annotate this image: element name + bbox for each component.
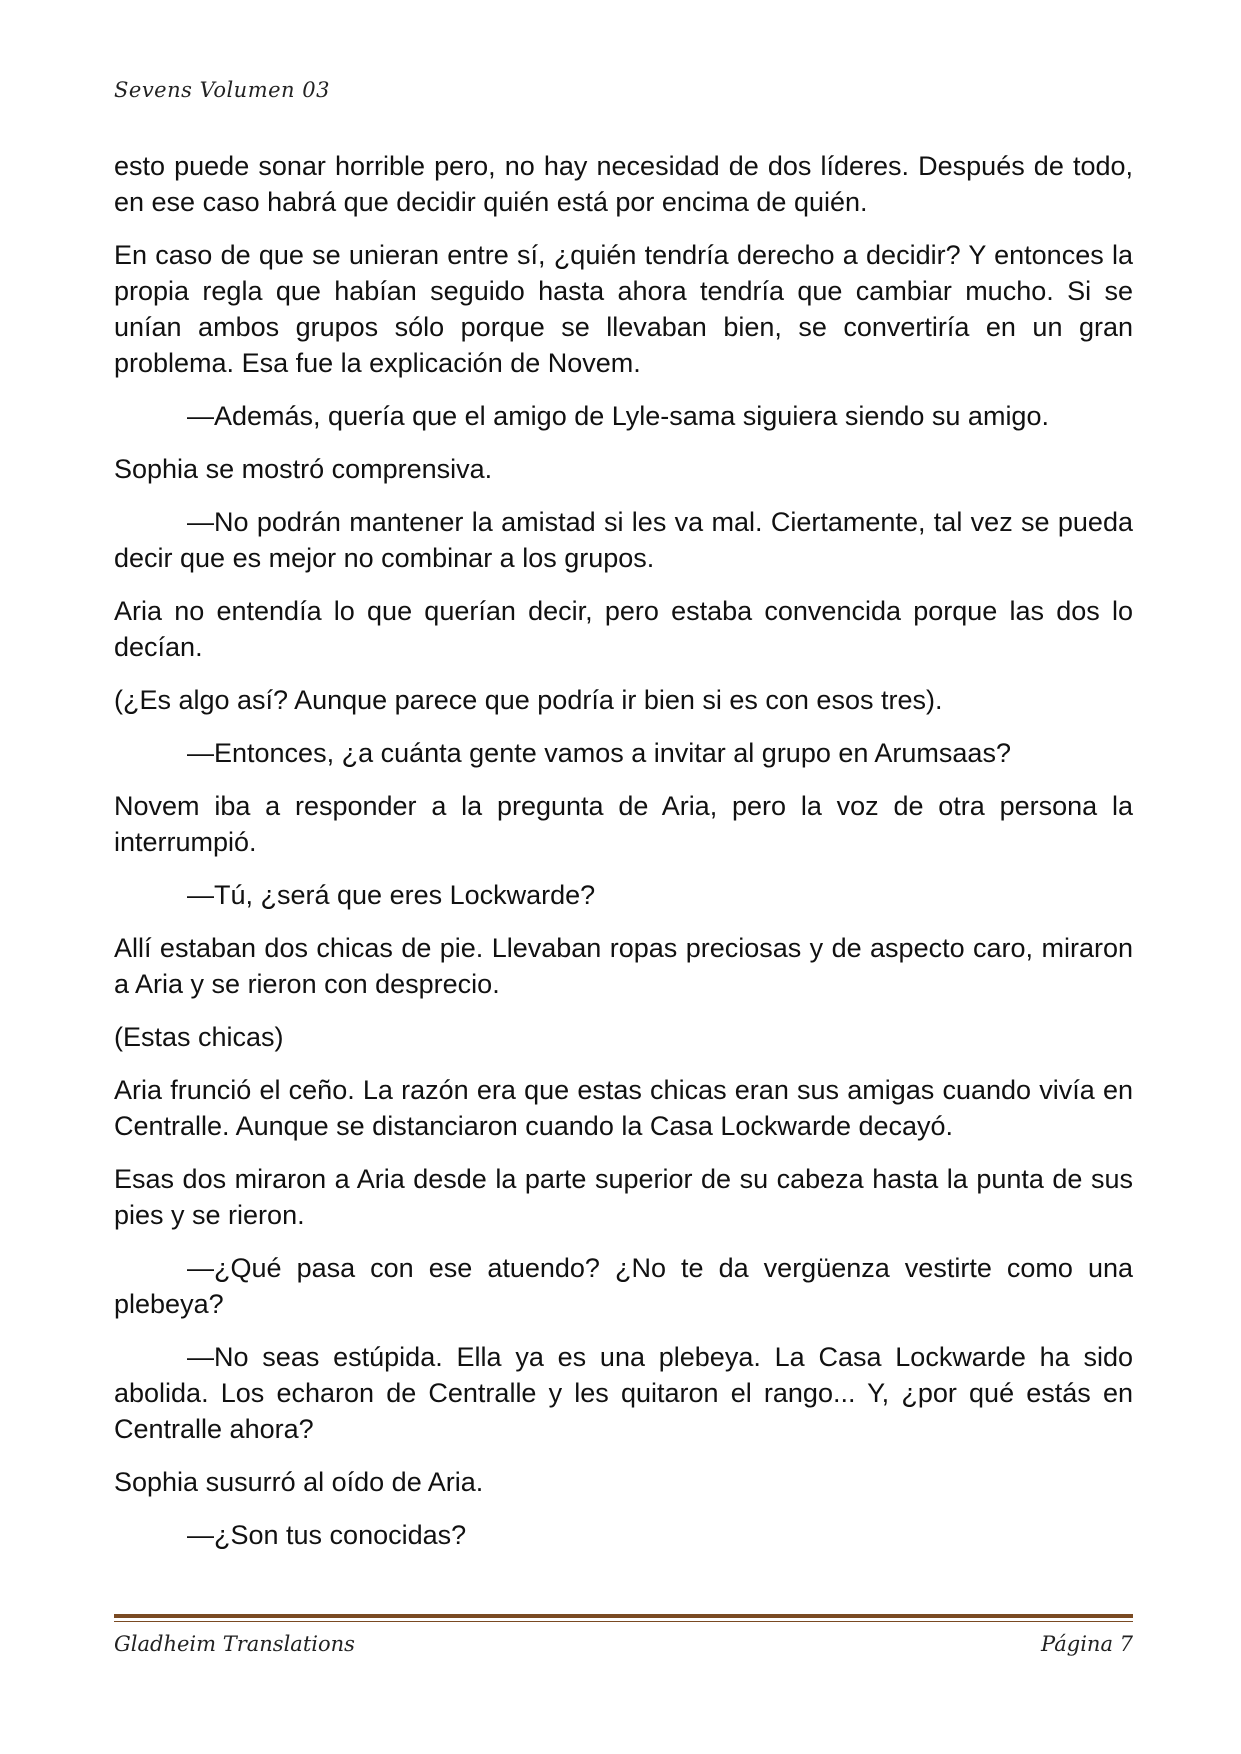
dialogue-paragraph: —Entonces, ¿a cuánta gente vamos a invitar al grupo en Arumsaas? [187, 738, 1011, 768]
dialogue-paragraph: —Tú, ¿será que eres Lockwarde? [187, 880, 596, 910]
dialogue-paragraph: —Además, quería que el amigo de Lyle-sama siguiera siendo su amigo. [187, 401, 1049, 431]
paragraph: Novem iba a responder a la pregunta de Aria, pero la voz de otra persona la interrumpió. [114, 791, 1133, 857]
page-body [114, 148, 1133, 1570]
paragraph: Allí estaban dos chicas de pie. Llevaban ropas preciosas y de aspecto caro, miraron a Aria y se rieron con desprecio. [114, 933, 1133, 999]
footer-divider-thin [114, 1621, 1133, 1622]
dialogue-paragraph: —No podrán mantener la amistad si les va mal. Ciertamente, tal vez se pueda decir que es mejor no combinar a los grupos. [114, 507, 1133, 573]
footer-divider [114, 1614, 1133, 1618]
dialogue-paragraph: —No seas estúpida. Ella ya es una plebeya. La Casa Lockwarde ha sido abolida. Los echaron de Centralle y les quitaron el rango... Y, ¿por qué estás en Centralle ahora? [114, 1342, 1133, 1444]
paragraph: Esas dos miraron a Aria desde la parte superior de su cabeza hasta la punta de sus pies y se rieron. [114, 1164, 1133, 1230]
paragraph: En caso de que se unieran entre sí, ¿quién tendría derecho a decidir? Y entonces la propia regla que habían seguido hasta ahora tendría que cambiar mucho. Si se unían ambos grupos sólo porque se llevaban bien, se convertiría en un gran problema. Esa fue la explicación de Novem. [114, 240, 1133, 378]
paragraph: Sophia se mostró comprensiva. [114, 454, 493, 484]
running-header-title: Sevens Volumen 03 [114, 78, 330, 102]
page-number: Página 7 [1041, 1632, 1133, 1656]
paragraph: Aria frunció el ceño. La razón era que estas chicas eran sus amigas cuando vivía en Centralle. Aunque se distanciaron cuando la Casa Lockwarde decayó. [114, 1075, 1133, 1141]
paragraph: Aria no entendía lo que querían decir, pero estaba convencida porque las dos lo decían. [114, 596, 1133, 662]
paragraph: (Estas chicas) [114, 1022, 284, 1052]
footer-credit: Gladheim Translations [114, 1632, 355, 1656]
dialogue-paragraph: —¿Son tus conocidas? [187, 1520, 467, 1550]
paragraph: Sophia susurró al oído de Aria. [114, 1467, 484, 1497]
paragraph: esto puede sonar horrible pero, no hay necesidad de dos líderes. Después de todo, en ese caso habrá que decidir quién está por encima de quién. [114, 151, 1133, 217]
dialogue-paragraph: —¿Qué pasa con ese atuendo? ¿No te da vergüenza vestirte como una plebeya? [114, 1253, 1133, 1319]
paragraph: (¿Es algo así? Aunque parece que podría ir bien si es con esos tres). [114, 685, 943, 715]
